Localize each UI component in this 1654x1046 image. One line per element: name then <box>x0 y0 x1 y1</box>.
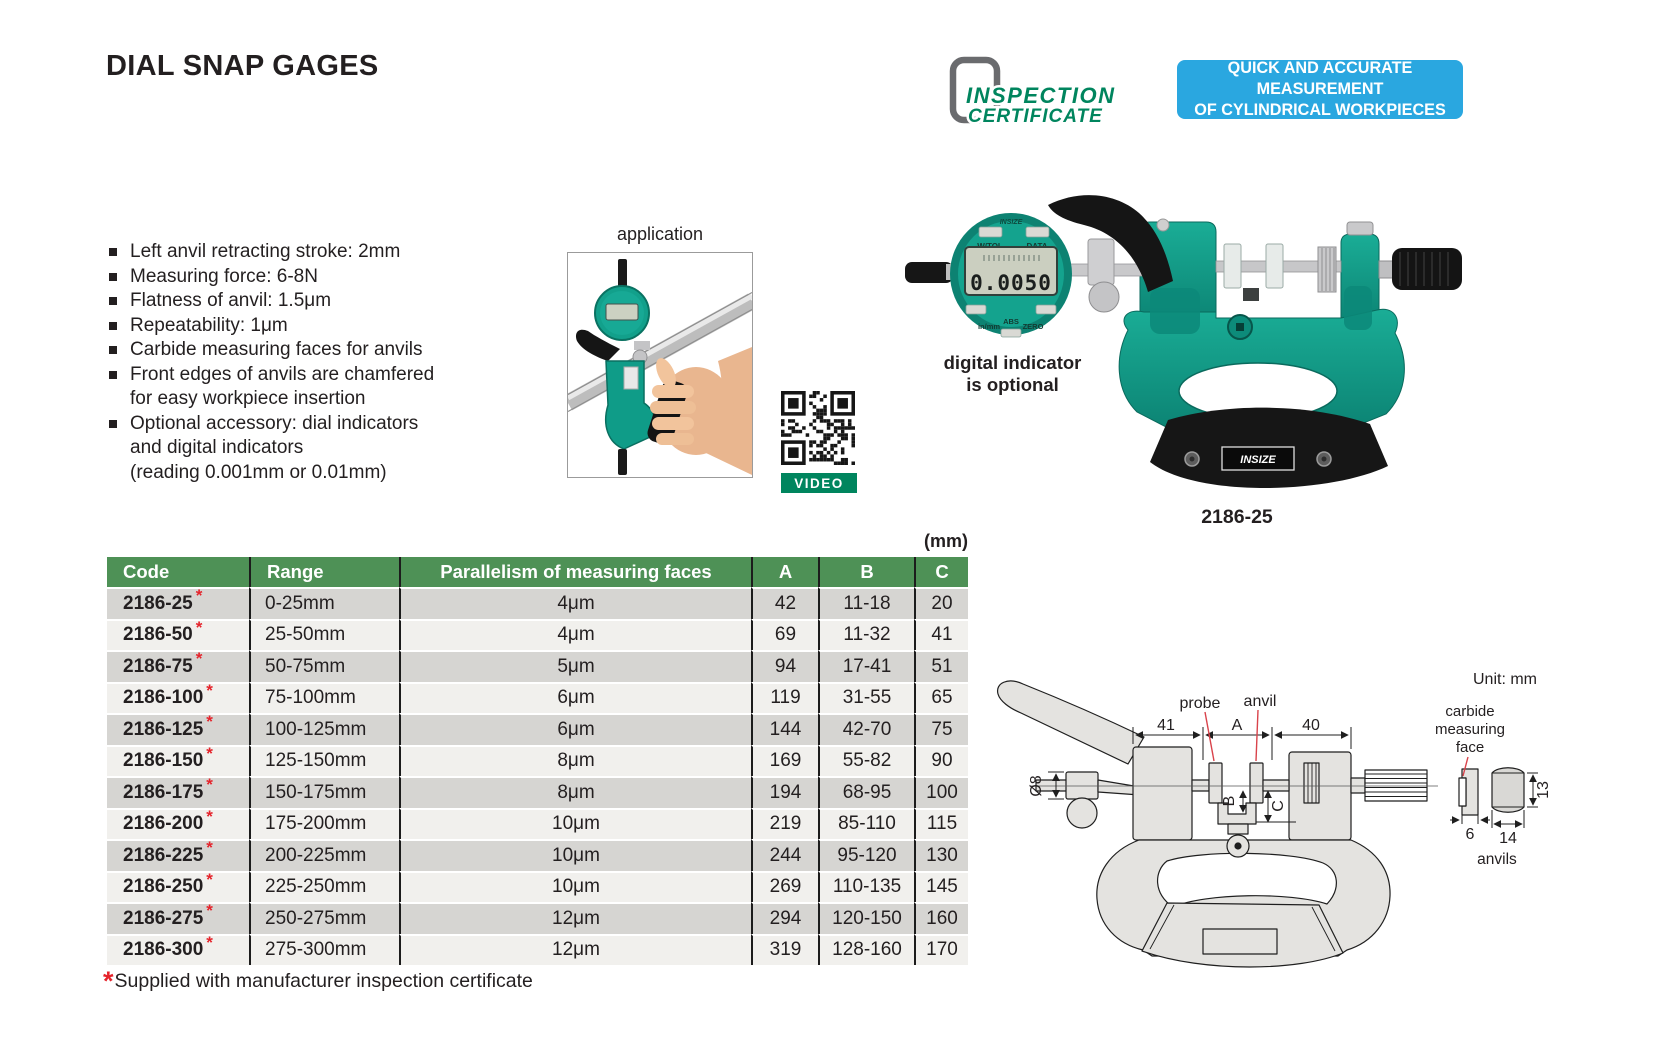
diagram-label-anvil: anvil <box>1243 693 1277 710</box>
cell-a: 94 <box>751 650 818 682</box>
spec-table-wrap <box>107 557 968 965</box>
cell-code: 2186-150 * <box>107 745 249 777</box>
cert-star: * <box>206 932 213 952</box>
cell-c: 115 <box>914 808 968 840</box>
spec-row <box>107 619 968 651</box>
technical-diagram <box>964 618 1654 1018</box>
feature-text: Front edges of anvils are chamfered <box>130 363 435 385</box>
spec-header-row <box>107 557 968 587</box>
footnote-star: * <box>103 966 114 996</box>
cell-parallelism: 12μm <box>399 934 751 966</box>
cell-code: 2186-50 * <box>107 619 249 651</box>
feature-text: Carbide measuring faces for anvils <box>130 339 423 360</box>
cert-line2: CERTIFICATE <box>968 106 1103 127</box>
application-illustration <box>568 253 752 477</box>
diagram-dim-13: 13 <box>1535 781 1552 799</box>
banner-line1: QUICK AND ACCURATE MEASUREMENT <box>1227 59 1413 98</box>
cert-star: * <box>206 743 213 763</box>
cell-code: 2186-75 * <box>107 650 249 682</box>
diagram-carbide-1: carbide <box>1445 703 1495 720</box>
diagram-dim-a: A <box>1231 717 1243 734</box>
cell-c: 51 <box>914 650 968 682</box>
cell-a: 294 <box>751 902 818 934</box>
cell-a: 319 <box>751 934 818 966</box>
diagram-label-anvils: anvils <box>1477 851 1517 868</box>
cell-parallelism: 12μm <box>399 902 751 934</box>
cell-range: 125-150mm <box>249 745 399 777</box>
cell-c: 41 <box>914 619 968 651</box>
feature-text: Left anvil retracting stroke: 2mm <box>130 241 401 262</box>
diagram-dim-40: 40 <box>1302 717 1320 734</box>
inspection-certificate-badge <box>938 48 1153 130</box>
cert-star: * <box>206 712 213 732</box>
footnote-text: Supplied with manufacturer inspection certificate <box>114 970 533 992</box>
diagram-dim-b: B <box>1221 795 1238 807</box>
cell-a: 119 <box>751 682 818 714</box>
cell-range: 150-175mm <box>249 776 399 808</box>
cell-a: 69 <box>751 619 818 651</box>
spec-row <box>107 587 968 619</box>
btn-inmm: in/mm <box>977 322 1001 331</box>
cert-star: * <box>206 775 213 795</box>
cell-a: 144 <box>751 713 818 745</box>
header-range: Range <box>249 557 399 587</box>
spec-row <box>107 650 968 682</box>
indicator-brand: INSIZE <box>999 219 1023 226</box>
cell-b: 120-150 <box>818 902 914 934</box>
indicator-note-line1: digital indicator <box>943 352 1082 373</box>
model-caption: 2186-25 <box>1201 506 1273 528</box>
cell-code: 2186-125 * <box>107 713 249 745</box>
feature-text: Measuring force: 6-8N <box>130 265 318 287</box>
spec-row <box>107 839 968 871</box>
cell-b: 11-18 <box>818 587 914 619</box>
cell-code: 2186-225 * <box>107 839 249 871</box>
cert-star: * <box>206 869 213 889</box>
cell-parallelism: 10μm <box>399 808 751 840</box>
cell-range: 0-25mm <box>249 587 399 619</box>
cell-b: 31-55 <box>818 682 914 714</box>
feature-item <box>107 363 507 412</box>
spec-row <box>107 776 968 808</box>
page-title: DIAL SNAP GAGES <box>106 50 379 82</box>
cert-star: * <box>195 617 203 637</box>
cell-a: 219 <box>751 808 818 840</box>
feature-item <box>107 240 507 265</box>
cell-code: 2186-100 * <box>107 682 249 714</box>
cell-c: 160 <box>914 902 968 934</box>
cell-range: 50-75mm <box>249 650 399 682</box>
header-b: B <box>818 557 914 587</box>
cell-code: 2186-275 * <box>107 902 249 934</box>
cell-range: 250-275mm <box>249 902 399 934</box>
cell-range: 175-200mm <box>249 808 399 840</box>
cell-parallelism: 4μm <box>399 587 751 619</box>
btn-zero: ZERO <box>1022 322 1044 331</box>
spec-row <box>107 682 968 714</box>
cert-star: * <box>206 901 213 921</box>
cell-parallelism: 6μm <box>399 682 751 714</box>
cert-line1: INSPECTION <box>966 83 1116 108</box>
indicator-note-line2: is optional <box>966 374 1059 395</box>
cell-parallelism: 6μm <box>399 713 751 745</box>
cert-star: * <box>206 680 213 700</box>
product-photo <box>850 185 1480 505</box>
cell-c: 65 <box>914 682 968 714</box>
cell-range: 75-100mm <box>249 682 399 714</box>
feature-text: Repeatability: 1μm <box>130 314 288 336</box>
diagram-unit: Unit: mm <box>1473 671 1537 688</box>
cell-b: 42-70 <box>818 713 914 745</box>
cell-a: 42 <box>751 587 818 619</box>
cell-a: 194 <box>751 776 818 808</box>
footnote <box>103 966 533 996</box>
cell-b: 110-135 <box>818 871 914 903</box>
feature-text: and digital indicators <box>130 437 304 458</box>
cell-b: 128-160 <box>818 934 914 966</box>
diagram-dim-6: 6 <box>1465 826 1475 843</box>
header-c: C <box>914 557 968 587</box>
feature-item <box>107 265 507 290</box>
cell-b: 11-32 <box>818 619 914 651</box>
cell-code: 2186-200 * <box>107 808 249 840</box>
cell-b: 68-95 <box>818 776 914 808</box>
cell-parallelism: 8μm <box>399 745 751 777</box>
cell-c: 130 <box>914 839 968 871</box>
cell-b: 55-82 <box>818 745 914 777</box>
diagram-dim-dia8: Ø8 <box>1028 775 1045 797</box>
unit-label: (mm) <box>924 531 968 551</box>
cell-code: 2186-25 * <box>107 587 249 619</box>
cell-c: 20 <box>914 587 968 619</box>
diagram-carbide-2: measuring <box>1434 721 1506 738</box>
diagram-label-probe: probe <box>1179 695 1221 712</box>
diagram-carbide-3: face <box>1455 739 1485 756</box>
indicator-note <box>915 352 1110 396</box>
cert-star: * <box>195 586 203 606</box>
cell-code: 2186-300 * <box>107 934 249 966</box>
cert-star: * <box>206 806 213 826</box>
cert-star: * <box>206 838 213 858</box>
feature-item <box>107 412 507 486</box>
video-label: VIDEO <box>781 473 857 493</box>
brand-plate: INSIZE <box>1240 454 1276 466</box>
diagram-dim-14: 14 <box>1499 830 1517 847</box>
cell-parallelism: 4μm <box>399 619 751 651</box>
cell-c: 90 <box>914 745 968 777</box>
banner-line2: OF CYLINDRICAL WORKPIECES <box>1194 101 1446 119</box>
cell-range: 275-300mm <box>249 934 399 966</box>
spec-row <box>107 934 968 966</box>
cert-star: * <box>195 649 203 669</box>
cell-c: 75 <box>914 713 968 745</box>
cell-c: 170 <box>914 934 968 966</box>
application-image <box>567 252 753 478</box>
feature-text: Flatness of anvil: 1.5μm <box>130 290 332 311</box>
benefit-banner <box>1177 60 1463 119</box>
spec-table <box>107 557 968 965</box>
spec-row <box>107 902 968 934</box>
diagram-dim-c: C <box>1270 800 1287 812</box>
application-label: application <box>616 224 704 244</box>
spec-row <box>107 808 968 840</box>
cell-b: 95-120 <box>818 839 914 871</box>
cell-c: 100 <box>914 776 968 808</box>
cell-range: 100-125mm <box>249 713 399 745</box>
cell-b: 17-41 <box>818 650 914 682</box>
spec-row <box>107 871 968 903</box>
cell-a: 169 <box>751 745 818 777</box>
spec-table-body <box>107 587 968 965</box>
feature-item <box>107 289 507 314</box>
qr-code <box>781 391 855 465</box>
feature-item <box>107 314 507 339</box>
btn-abs: ABS <box>1003 317 1019 326</box>
cell-parallelism: 5μm <box>399 650 751 682</box>
feature-text: Optional accessory: dial indicators <box>130 412 419 434</box>
cell-a: 269 <box>751 871 818 903</box>
cell-code: 2186-250 * <box>107 871 249 903</box>
cell-range: 225-250mm <box>249 871 399 903</box>
header-a: A <box>751 557 818 587</box>
spec-row <box>107 713 968 745</box>
cell-code: 2186-175 * <box>107 776 249 808</box>
cell-parallelism: 8μm <box>399 776 751 808</box>
header-code: Code <box>107 557 249 587</box>
header-parallelism: Parallelism of measuring faces <box>399 557 751 587</box>
lcd-value: 0.0050 <box>970 271 1052 295</box>
cell-parallelism: 10μm <box>399 839 751 871</box>
cell-a: 244 <box>751 839 818 871</box>
diagram-dim-41: 41 <box>1157 717 1175 734</box>
features-list <box>107 240 507 485</box>
feature-text: for easy workpiece insertion <box>130 388 366 409</box>
cell-range: 200-225mm <box>249 839 399 871</box>
cell-b: 85-110 <box>818 808 914 840</box>
cell-range: 25-50mm <box>249 619 399 651</box>
cell-c: 145 <box>914 871 968 903</box>
feature-item <box>107 338 507 363</box>
spec-row <box>107 745 968 777</box>
feature-text: (reading 0.001mm or 0.01mm) <box>130 461 387 483</box>
cell-parallelism: 10μm <box>399 871 751 903</box>
